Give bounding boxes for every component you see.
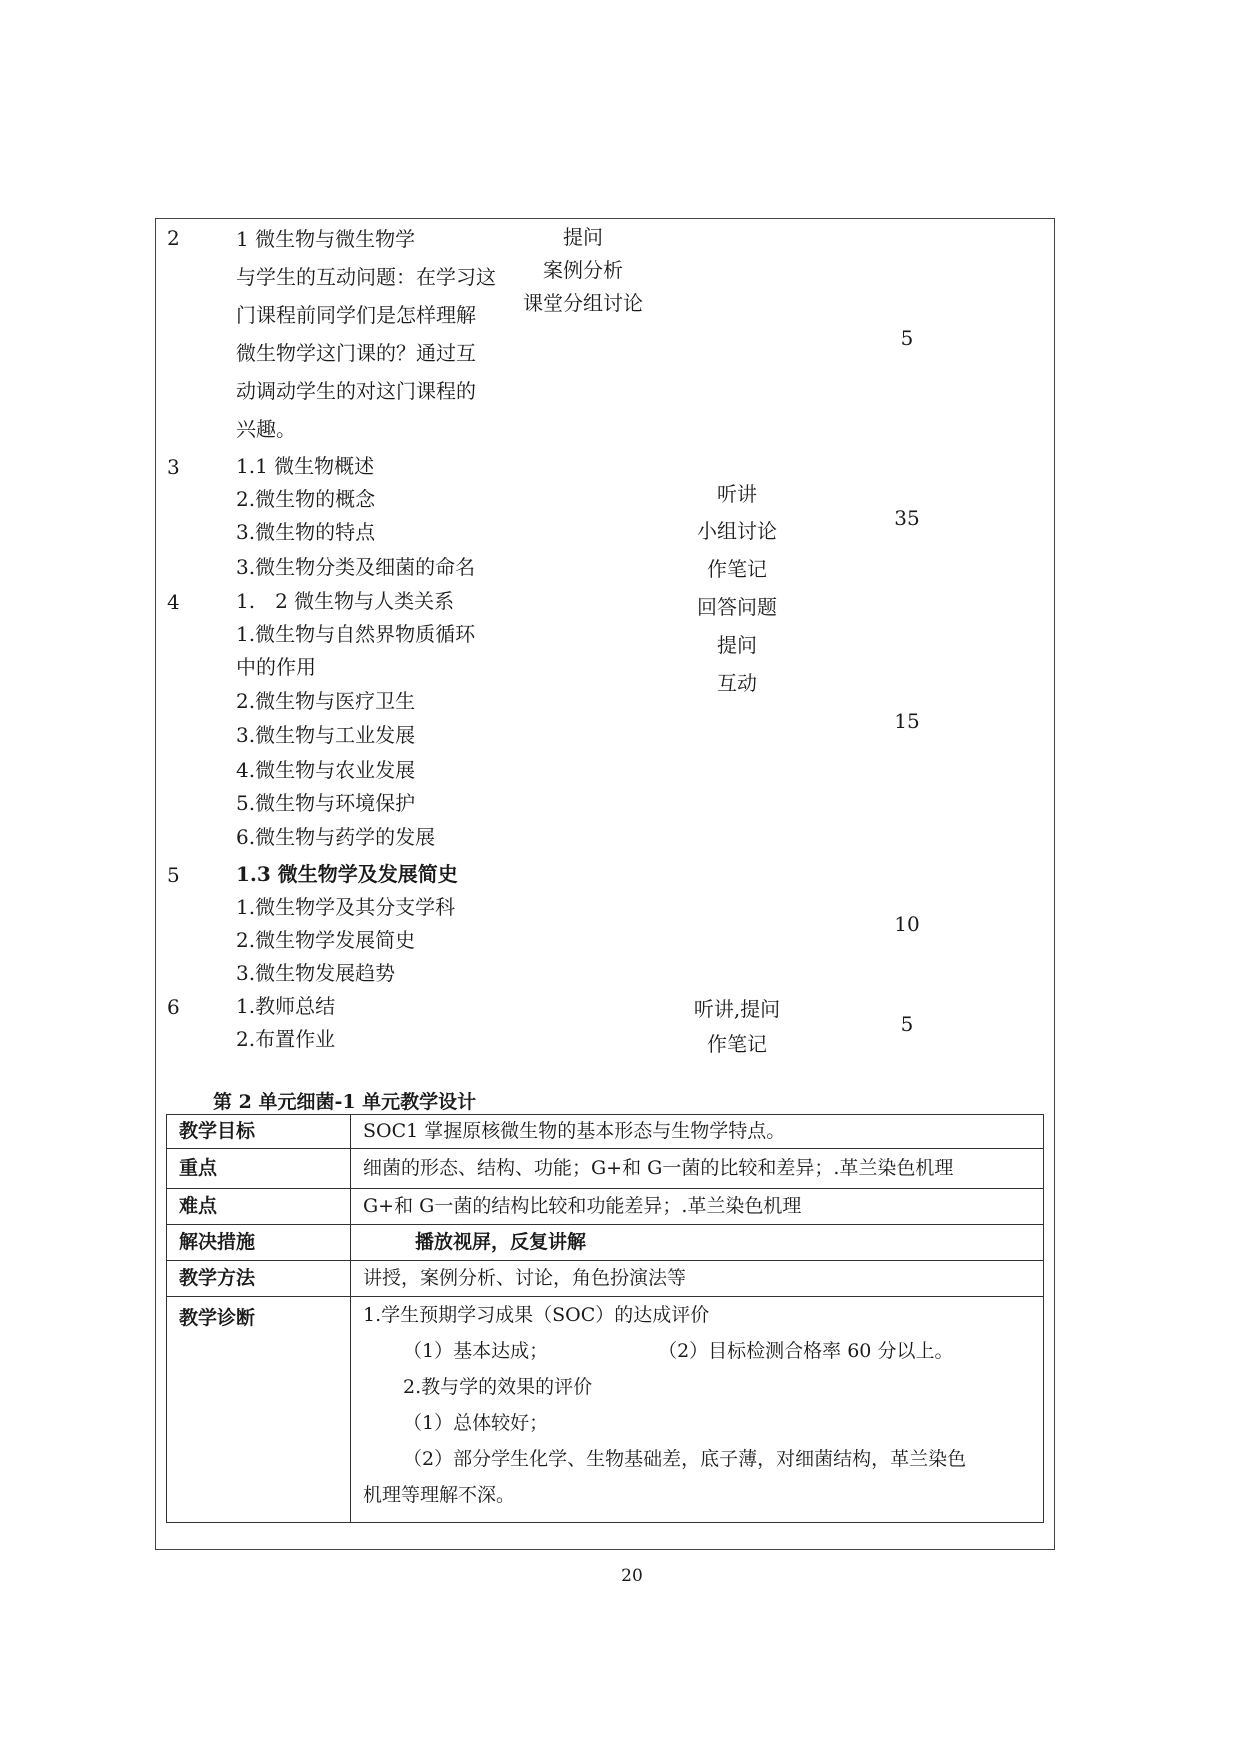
row-value: 播放视屏，反复讲解 (351, 1225, 1044, 1261)
row-minutes: 35 (894, 506, 920, 530)
row-label: 教学方法 (167, 1261, 351, 1297)
row-label: 难点 (167, 1189, 351, 1225)
diagnosis-item: （2）目标检测合格率 60 分以上。 (658, 1340, 954, 1362)
row-content-line: 微生物学这门课的？通过互 (236, 341, 476, 365)
diagnosis-line: （1）总体较好； (403, 1412, 549, 1434)
row-content-line: 2.微生物的概念 (236, 487, 376, 511)
row-label: 教学诊断 (167, 1297, 351, 1523)
row-label: 重点 (167, 1149, 351, 1189)
method-label: 听讲,提问 (693, 997, 781, 1021)
diagnosis-cell (351, 1297, 1044, 1523)
row-content-line: 1.1 微生物概述 (236, 454, 375, 478)
method-label: 听讲 (717, 482, 757, 506)
row-content-line: 1.教师总结 (236, 994, 336, 1018)
row-minutes: 10 (894, 912, 920, 936)
row-content-line: 门课程前同学们是怎样理解 (236, 303, 476, 327)
diagnosis-line: 2.教与学的效果的评价 (403, 1376, 593, 1398)
row-minutes: 15 (894, 709, 920, 733)
method-label: 提问 (563, 225, 603, 249)
table-row (167, 1225, 1044, 1261)
row-content-line: 3.微生物分类及细菌的命名 (236, 555, 476, 579)
row-value: G+和 G一菌的结构比较和功能差异；.革兰染色机理 (351, 1189, 1044, 1225)
method-label: 课堂分组讨论 (523, 291, 643, 315)
method-label: 互动 (717, 671, 757, 695)
table-row (167, 1149, 1044, 1189)
method-label: 作笔记 (707, 557, 767, 581)
row-content-line: 4.微生物与农业发展 (236, 758, 416, 782)
row-number: 5 (167, 863, 180, 887)
row-content-line: 1. 2 微生物与人类关系 (236, 589, 455, 613)
diagnosis-line: 1.学生预期学习成果（SOC）的达成评价 (363, 1304, 710, 1326)
row-content-line: 1.微生物学及其分支学科 (236, 895, 456, 919)
row-content-line: 2.微生物学发展简史 (236, 928, 416, 952)
diagnosis-item: （1）基本达成； (403, 1340, 549, 1362)
row-content-line: 6.微生物与药学的发展 (236, 825, 436, 849)
method-label: 回答问题 (697, 595, 777, 619)
row-content-line: 2.微生物与医疗卫生 (236, 689, 416, 713)
page-number: 20 (621, 1566, 643, 1586)
table-row (167, 1261, 1044, 1297)
row-content-line: 3.微生物的特点 (236, 520, 376, 544)
row-number: 6 (167, 995, 180, 1019)
row-content-line: 与学生的互动问题：在学习这 (236, 265, 496, 289)
unit-title: 第 2 单元细菌-1 单元教学设计 (213, 1091, 477, 1113)
row-content-line: 1.微生物与自然界物质循环 (236, 622, 476, 646)
row-value: 讲授，案例分析、讨论，角色扮演法等 (351, 1261, 1044, 1297)
row-number: 3 (167, 455, 180, 479)
row-content-line: 兴趣。 (236, 417, 296, 441)
row-label: 教学目标 (167, 1115, 351, 1149)
row-content-line: 1 微生物与微生物学 (236, 227, 416, 251)
row-value: 细菌的形态、结构、功能；G+和 G一菌的比较和差异；.革兰染色机理 (351, 1149, 1044, 1189)
method-label: 小组讨论 (697, 519, 777, 543)
row-label: 解决措施 (167, 1225, 351, 1261)
row-value: SOC1 掌握原核微生物的基本形态与生物学特点。 (351, 1115, 1044, 1149)
row-content-line: 3.微生物发展趋势 (236, 961, 396, 985)
table-row (167, 1189, 1044, 1225)
method-label: 提问 (717, 633, 757, 657)
method-label: 案例分析 (543, 258, 623, 282)
row-number: 2 (167, 226, 180, 250)
row-section-title: 1.3 微生物学及发展简史 (236, 862, 458, 886)
table-row (167, 1115, 1044, 1149)
row-minutes: 5 (900, 326, 914, 350)
row-content-line: 5.微生物与环境保护 (236, 791, 416, 815)
unit-design-table (166, 1114, 1044, 1523)
row-content-line: 中的作用 (236, 655, 316, 679)
table-row (167, 1297, 1044, 1523)
method-label: 作笔记 (707, 1032, 767, 1056)
row-minutes: 5 (900, 1012, 914, 1036)
row-content-line: 3.微生物与工业发展 (236, 723, 416, 747)
row-content-line: 动调动学生的对这门课程的 (236, 379, 476, 403)
row-content-line: 2.布置作业 (236, 1027, 336, 1051)
diagnosis-line: 机理等理解不深。 (363, 1484, 516, 1506)
diagnosis-line: （2）部分学生化学、生物基础差，底子薄，对细菌结构，革兰染色 (403, 1448, 967, 1470)
row-number: 4 (167, 590, 180, 614)
diagnosis-line (363, 1333, 1031, 1369)
